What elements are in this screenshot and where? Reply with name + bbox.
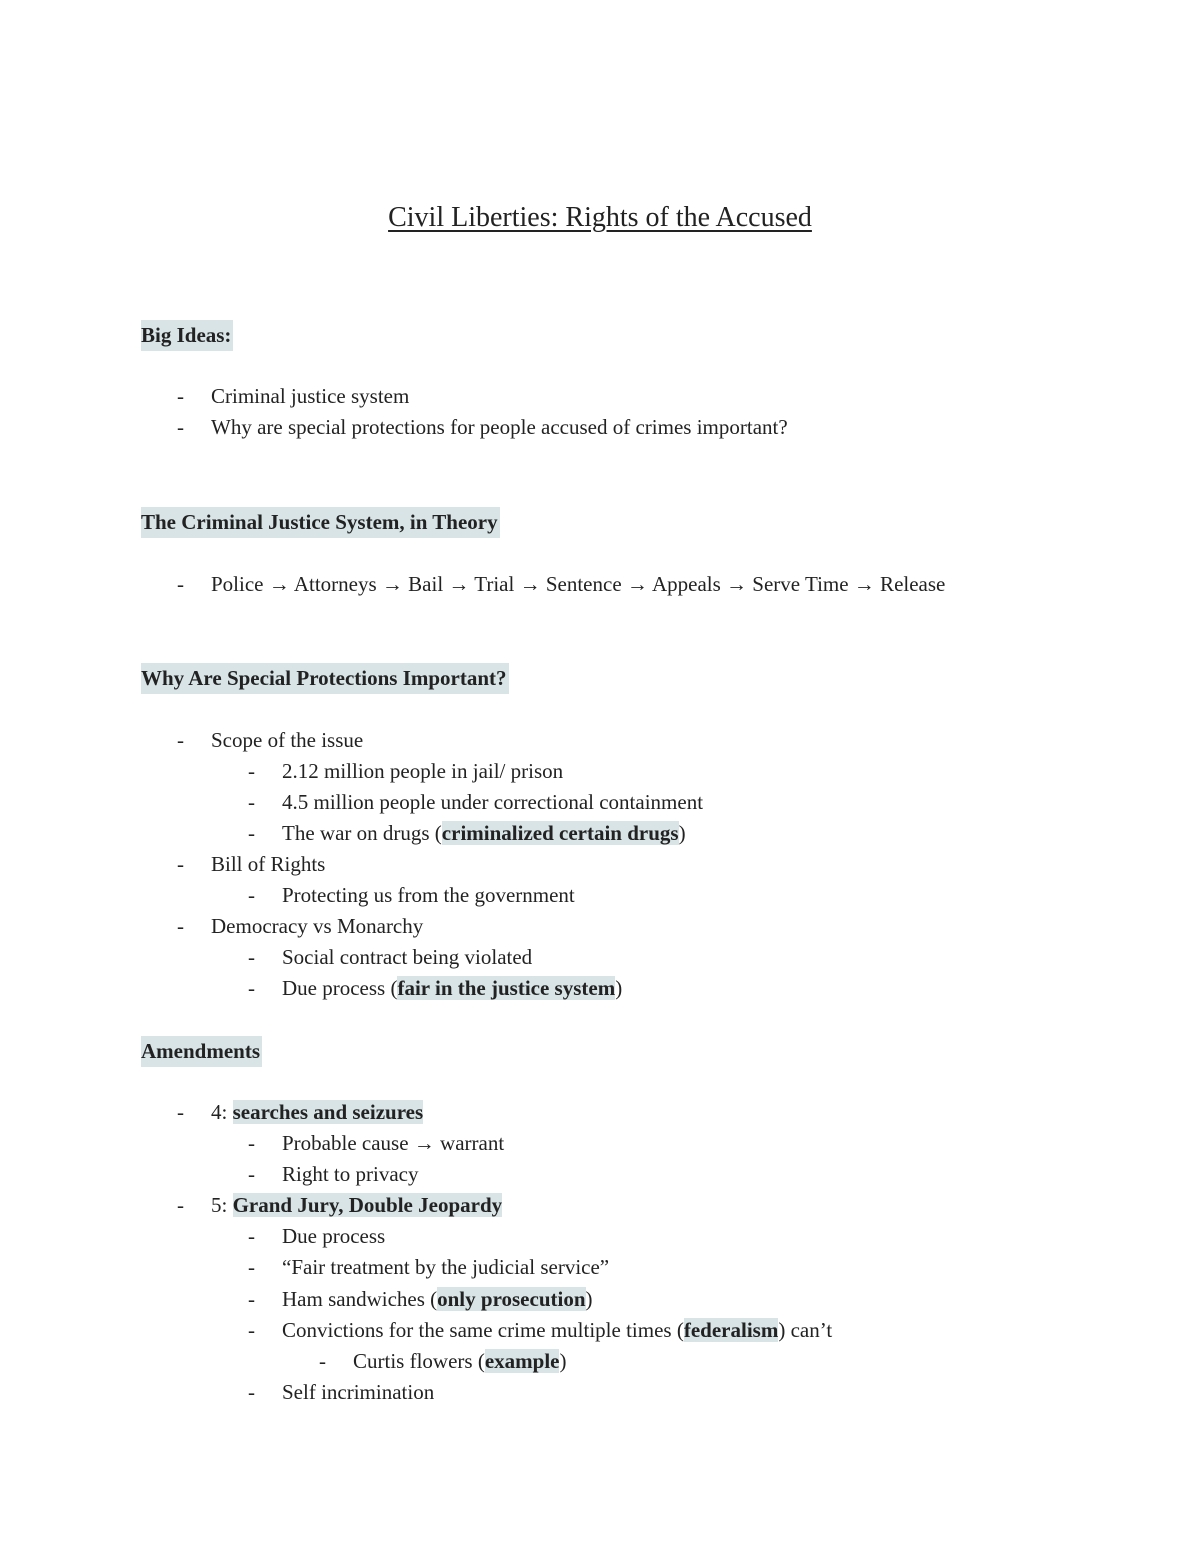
bullet-dash: -	[177, 728, 184, 752]
highlighted-term: searches and seizures	[232, 1100, 424, 1124]
list-item: Protecting us from the government	[282, 883, 575, 907]
list-item	[211, 1098, 423, 1126]
list-item: Why are special protections for people accused of crimes important?	[211, 415, 788, 439]
bullet-dash: -	[248, 976, 255, 1000]
heading-big-ideas: Big Ideas:	[141, 320, 233, 351]
list-item: Democracy vs Monarchy	[211, 914, 424, 938]
bullet-dash: -	[248, 759, 255, 783]
list-item	[282, 1316, 832, 1344]
item-text: 4:	[211, 1100, 233, 1124]
bullet-dash: -	[319, 1349, 326, 1373]
list-item: Social contract being violated	[282, 945, 533, 969]
list-item	[282, 1285, 593, 1313]
item-text: ) can’t	[778, 1318, 833, 1342]
item-text: )	[615, 976, 623, 1000]
item-text: Ham sandwiches (	[282, 1287, 438, 1311]
bullet-dash: -	[248, 1318, 255, 1342]
item-text: )	[559, 1349, 567, 1373]
list-item: Probable cause → warrant	[282, 1131, 505, 1155]
item-text: Curtis flowers (	[353, 1349, 485, 1373]
highlighted-term: only prosecution	[437, 1287, 586, 1311]
list-item: 4.5 million people under correctional containment	[282, 790, 704, 814]
highlighted-term: criminalized certain drugs	[441, 821, 679, 845]
highlighted-term: federalism	[683, 1318, 779, 1342]
bullet-dash: -	[177, 1100, 184, 1124]
item-text: 5:	[211, 1193, 233, 1217]
bullet-dash: -	[177, 384, 184, 408]
list-item-process-flow: Police → Attorneys → Bail → Trial → Sentence → Appeals → Serve Time → Release	[211, 572, 946, 596]
bullet-dash: -	[177, 914, 184, 938]
item-text: )	[585, 1287, 593, 1311]
highlighted-term: example	[484, 1349, 560, 1373]
list-item: “Fair treatment by the judicial service”	[282, 1255, 610, 1279]
bullet-dash: -	[248, 1287, 255, 1311]
bullet-dash: -	[177, 1193, 184, 1217]
bullet-dash: -	[248, 883, 255, 907]
list-item: Bill of Rights	[211, 852, 326, 876]
bullet-dash: -	[248, 790, 255, 814]
list-item: Self incrimination	[282, 1380, 435, 1404]
bullet-dash: -	[248, 1224, 255, 1248]
list-item: Due process	[282, 1224, 386, 1248]
highlighted-term: Grand Jury, Double Jeopardy	[232, 1193, 503, 1217]
list-item: Criminal justice system	[211, 384, 410, 408]
list-item: 2.12 million people in jail/ prison	[282, 759, 564, 783]
item-text: )	[678, 821, 686, 845]
bullet-dash: -	[248, 1162, 255, 1186]
bullet-dash: -	[177, 572, 184, 596]
bullet-dash: -	[177, 852, 184, 876]
item-text: Convictions for the same crime multiple times (	[282, 1318, 684, 1342]
heading-amendments: Amendments	[141, 1036, 262, 1067]
item-text: Due process (	[282, 976, 398, 1000]
list-item: Right to privacy	[282, 1162, 419, 1186]
heading-why-special-protections: Why Are Special Protections Important?	[141, 663, 509, 694]
document-title: Civil Liberties: Rights of the Accused	[388, 202, 812, 233]
highlighted-term: fair in the justice system	[397, 976, 616, 1000]
item-text: The war on drugs (	[282, 821, 442, 845]
bullet-dash: -	[248, 821, 255, 845]
bullet-dash: -	[248, 945, 255, 969]
list-item	[353, 1347, 566, 1375]
list-item: Scope of the issue	[211, 728, 364, 752]
list-item	[211, 1191, 502, 1219]
heading-criminal-justice-theory: The Criminal Justice System, in Theory	[141, 507, 500, 538]
bullet-dash: -	[177, 415, 184, 439]
list-item	[282, 974, 622, 1002]
list-item	[282, 819, 686, 847]
bullet-dash: -	[248, 1255, 255, 1279]
bullet-dash: -	[248, 1131, 255, 1155]
bullet-dash: -	[248, 1380, 255, 1404]
